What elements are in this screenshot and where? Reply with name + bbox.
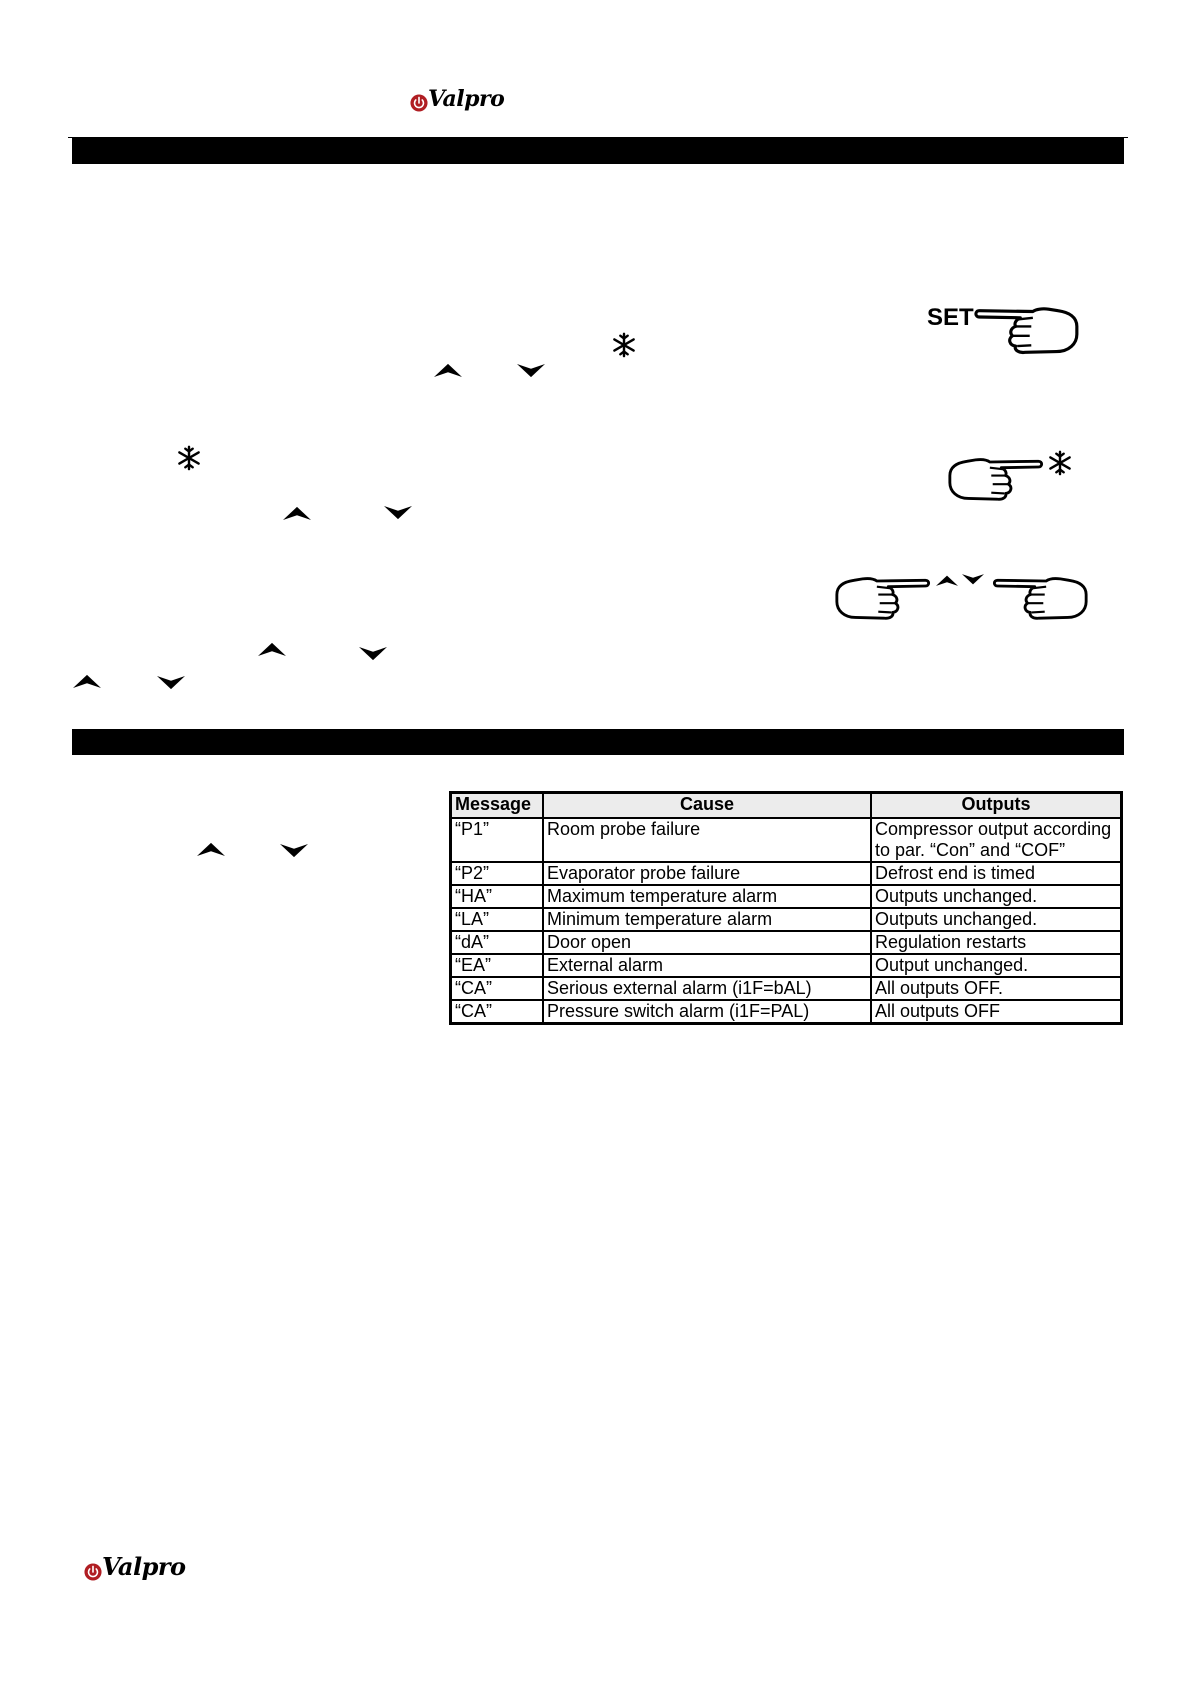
footer-brand-logo [84,1552,186,1581]
cell-outputs: All outputs OFF [871,1000,1122,1024]
cell-message: “CA” [451,977,544,1000]
up-arrow-icon [197,841,225,856]
down-arrow-icon [517,364,545,379]
cell-cause: Serious external alarm (i1F=bAL) [543,977,871,1000]
down-arrow-icon [157,676,185,691]
alarm-signals-table [449,791,1123,1025]
set-key-label: SET [927,304,974,331]
table-row [451,977,1122,1000]
power-icon [84,1563,102,1581]
cell-cause: Evaporator probe failure [543,862,871,885]
alarm-section-header-band [72,729,1124,755]
snowflake-icon [611,332,637,358]
hand-pointer-icon [950,460,1042,500]
cell-outputs: Defrost end is timed [871,862,1122,885]
set-key-hand-figure [925,295,1080,361]
section-header-band [72,138,1124,164]
cell-outputs: Outputs unchanged. [871,908,1122,931]
table-row [451,908,1122,931]
snowflake-icon [1050,452,1069,474]
hand-pointer-icon [976,309,1077,353]
arrow-keys-hands-figure [834,562,1089,628]
cell-message: “CA” [451,1000,544,1024]
table-row [451,885,1122,908]
down-arrow-icon [280,844,308,859]
down-arrow-icon [962,574,984,584]
cell-message: “P2” [451,862,544,885]
cell-cause: Pressure switch alarm (i1F=PAL) [543,1000,871,1024]
cell-message: “HA” [451,885,544,908]
hand-pointer-icon [837,579,929,619]
hand-pointer-icon [994,579,1086,619]
column-header-message: Message [451,793,544,819]
table-row [451,1000,1122,1024]
table-row [451,818,1122,862]
cell-message: “dA” [451,931,544,954]
down-arrow-icon [384,506,412,521]
cell-cause: External alarm [543,954,871,977]
down-arrow-icon [359,647,387,662]
brand-logo-text: Valpro [428,86,505,112]
brand-logo [410,86,504,112]
cell-cause: Door open [543,931,871,954]
cell-outputs: All outputs OFF. [871,977,1122,1000]
cell-cause: Minimum temperature alarm [543,908,871,931]
cell-message: “EA” [451,954,544,977]
table-row [451,931,1122,954]
defrost-key-hand-figure [947,446,1077,508]
cell-cause: Room probe failure [543,818,871,862]
column-header-outputs: Outputs [871,793,1122,819]
power-icon [410,94,428,112]
up-arrow-icon [936,576,958,586]
up-arrow-icon [73,673,101,688]
cell-outputs: Compressor output according to par. “Con” and “COF” [871,818,1122,862]
column-header-cause: Cause [543,793,871,819]
up-arrow-icon [258,641,286,656]
cell-outputs: Regulation restarts [871,931,1122,954]
footer-brand-logo-text: Valpro [102,1552,186,1581]
cell-outputs: Output unchanged. [871,954,1122,977]
cell-message: “LA” [451,908,544,931]
up-arrow-icon [434,362,462,377]
cell-message: “P1” [451,818,544,862]
cell-outputs: Outputs unchanged. [871,885,1122,908]
table-row [451,862,1122,885]
table-header-row [451,793,1122,819]
cell-cause: Maximum temperature alarm [543,885,871,908]
table-row [451,954,1122,977]
snowflake-icon [176,445,202,471]
up-arrow-icon [283,505,311,520]
